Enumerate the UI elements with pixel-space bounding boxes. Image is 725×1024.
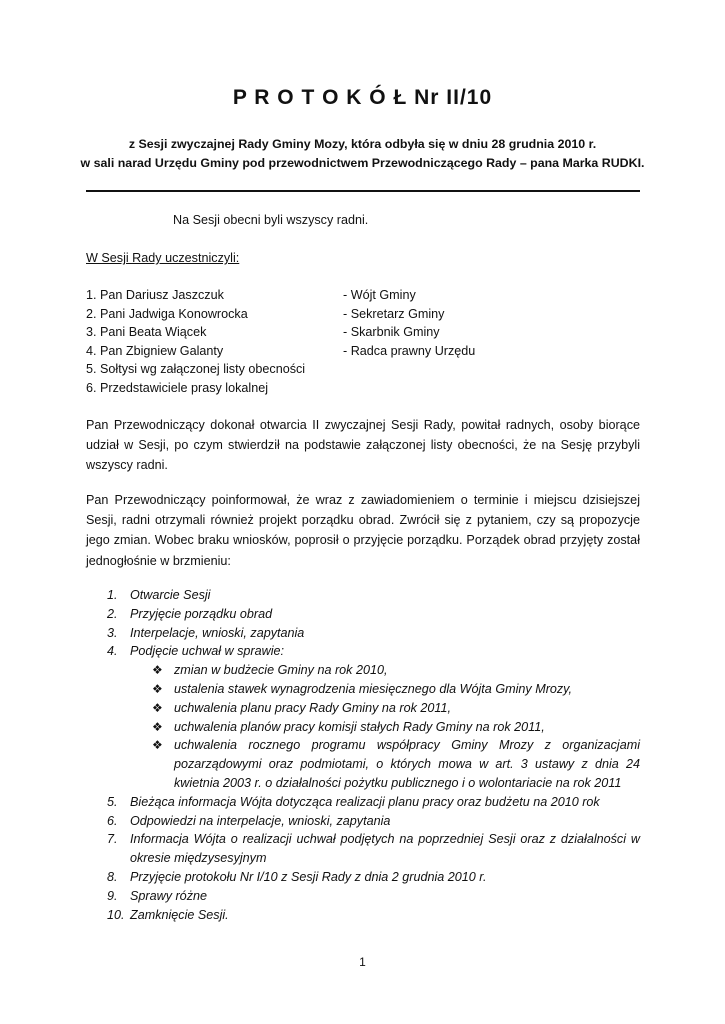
participant-role: - Wójt Gminy <box>343 288 416 302</box>
agenda-item <box>86 793 640 812</box>
participant-row <box>86 304 640 323</box>
participant-role: - Sekretarz Gminy <box>343 306 445 321</box>
participants-list <box>86 285 640 397</box>
document-title: P R O T O K Ó Ł Nr II/10 <box>232 86 493 109</box>
agenda-item-text: Interpelacje, wnioski, zapytania <box>130 625 305 640</box>
participant-name: 4. Pan Zbigniew Galanty <box>86 343 224 358</box>
agenda-item-number: 4. <box>107 644 118 659</box>
agenda-item <box>86 830 640 868</box>
agenda-item-number: 10. <box>107 907 125 922</box>
agenda-subitem-text: uchwalenia planu pracy Rady Gminy na rok 2011, <box>174 700 451 715</box>
agenda-item <box>86 812 640 831</box>
agenda-intro-paragraph: Pan Przewodniczący poinformował, że wraz z zawiadomieniem o terminie i miejscu dzisiejszej Sesji, radni otrzymali również projekt porządku obrad. Zwrócił się z pytaniem, czy są propozycje jego zmian. Wobec braku wniosków, poprosił o przyjęcie porządku. Porządek obrad przyjęty został jednogłośnie w brzmieniu: <box>86 493 640 568</box>
participant-row <box>86 285 640 304</box>
participant-name: 5. Sołtysi wg załączonej listy obecności <box>86 362 306 377</box>
diamond-bullet-icon: ❖ <box>152 719 163 734</box>
page-number: 1 <box>359 955 366 969</box>
attendance-statement: Na Sesji obecni byli wszyscy radni. <box>173 213 369 227</box>
subtitle-line-1: z Sesji zwyczajnej Rady Gminy Mozy, która odbyła się w dniu 28 grudnia 2010 r. <box>128 137 597 151</box>
agenda-item <box>86 887 640 906</box>
agenda-item <box>86 624 640 643</box>
agenda-list <box>86 586 640 924</box>
agenda-item-text: Przyjęcie porządku obrad <box>130 606 273 621</box>
agenda-item <box>86 586 640 605</box>
agenda-item-number: 9. <box>107 888 118 903</box>
agenda-item-number: 1. <box>107 588 118 602</box>
agenda-item-number: 6. <box>107 813 118 828</box>
participant-row <box>86 378 640 397</box>
agenda-item-number: 8. <box>107 869 118 884</box>
agenda-subitem-text: zmian w budżecie Gminy na rok 2010, <box>174 663 388 678</box>
agenda-item-text: Otwarcie Sesji <box>130 588 211 602</box>
subtitle-line-2: w sali narad Urzędu Gminy pod przewodnictwem Przewodniczącego Rady – pana Marka RUDKI. <box>80 156 645 170</box>
agenda-item-number: 5. <box>107 794 118 809</box>
agenda-item <box>86 868 640 887</box>
participant-row <box>86 322 640 341</box>
agenda-item-text: Bieżąca informacja Wójta dotycząca realizacji planu pracy oraz budżetu na 2010 rok <box>130 794 600 809</box>
participant-name: 1. Pan Dariusz Jaszczuk <box>86 288 224 302</box>
agenda-item-text: Informacja Wójta o realizacji uchwał podjętych na poprzedniej Sesji oraz z działalności w okresie międzysesyjnym <box>130 832 640 866</box>
participant-row <box>86 341 640 360</box>
agenda-item <box>86 906 640 925</box>
agenda-subitem-text: uchwalenia planów pracy komisji stałych Rady Gminy na rok 2011, <box>174 719 545 734</box>
agenda-item <box>86 605 640 624</box>
diamond-bullet-icon: ❖ <box>152 663 163 678</box>
participant-role: - Skarbnik Gminy <box>343 325 440 340</box>
agenda-item-text: Zamknięcie Sesji. <box>130 907 229 922</box>
agenda-subitem-text: ustalenia stawek wynagrodzenia miesięcznego dla Wójta Gminy Mrozy, <box>174 681 573 696</box>
agenda-subitem-text: uchwalenia rocznego programu współpracy Gminy Mrozy z organizacjami pozarządowymi oraz podmiotami, o których mowa w art. 3 ustawy z dnia 24 kwietnia 2003 r. o działalności pożytku publicznego i o wolontariacie na rok 2011 <box>174 738 640 790</box>
participant-row <box>86 359 640 378</box>
agenda-item-text: Odpowiedzi na interpelacje, wnioski, zapytania <box>130 813 391 828</box>
agenda-subitem <box>86 680 640 699</box>
agenda-item-text: Przyjęcie protokołu Nr I/10 z Sesji Rady z dnia 2 grudnia 2010 r. <box>130 869 487 884</box>
agenda-subitem <box>86 699 640 718</box>
diamond-bullet-icon: ❖ <box>152 681 163 696</box>
agenda-item <box>86 642 640 661</box>
opening-paragraph: Pan Przewodniczący dokonał otwarcia II zwyczajnej Sesji Rady, powitał radnych, osoby biorące udział w Sesji, po czym stwierdził na podstawie załączonej listy obecności, że na Sesję przybyli wszyscy radni. <box>86 418 640 473</box>
diamond-bullet-icon: ❖ <box>152 738 163 753</box>
agenda-subitem <box>86 718 640 737</box>
participant-role: - Radca prawny Urzędu <box>343 343 476 358</box>
participant-name: 2. Pani Jadwiga Konowrocka <box>86 306 248 321</box>
diamond-bullet-icon: ❖ <box>152 700 163 715</box>
agenda-subitem <box>86 736 640 792</box>
agenda-item-text: Podjęcie uchwał w sprawie: <box>130 644 284 659</box>
agenda-item-text: Sprawy różne <box>130 888 207 903</box>
document-subtitle <box>60 135 665 173</box>
participant-name: 6. Przedstawiciele prasy lokalnej <box>86 380 268 395</box>
agenda-subitem <box>86 661 640 680</box>
agenda-item-number: 7. <box>107 832 118 847</box>
agenda-item-number: 2. <box>107 606 118 621</box>
agenda-item-number: 3. <box>107 625 118 640</box>
title-divider <box>86 190 640 192</box>
participants-heading: W Sesji Rady uczestniczyli: <box>86 251 240 265</box>
participant-name: 3. Pani Beata Wiącek <box>86 325 207 340</box>
